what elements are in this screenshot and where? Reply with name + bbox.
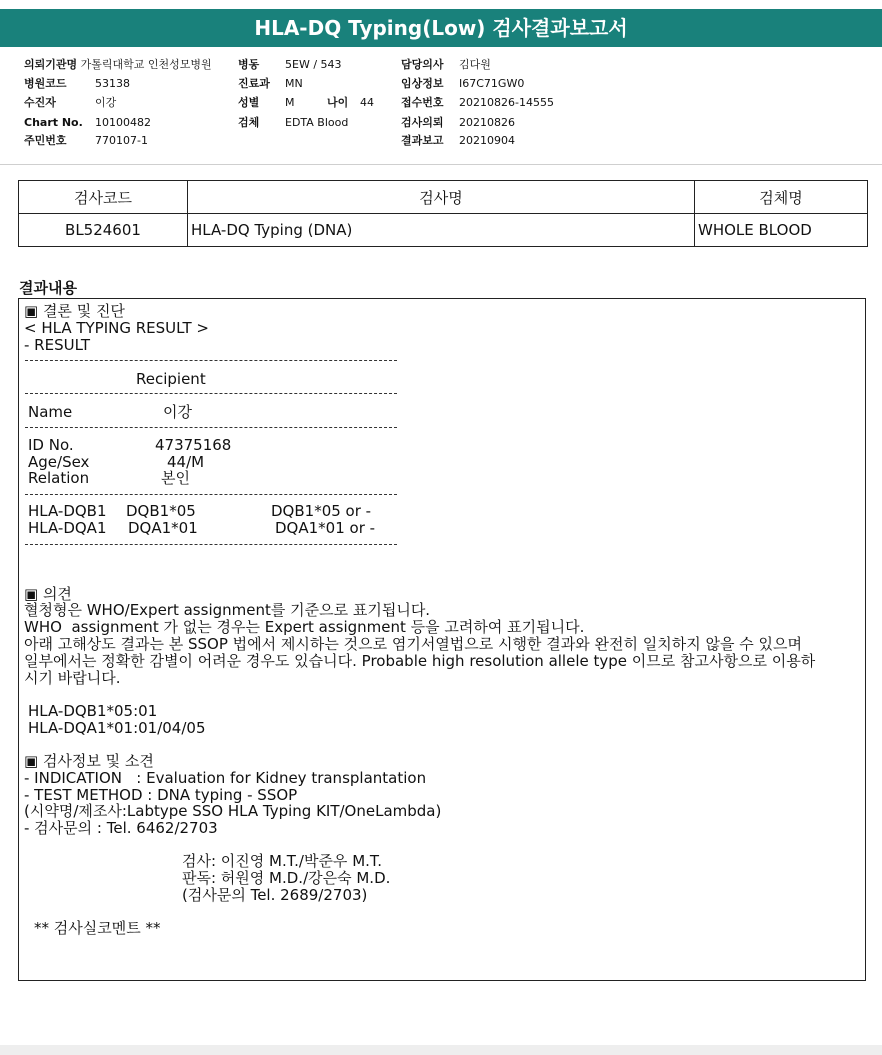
cell-specimen: WHOLE BLOOD [695,214,868,247]
test-method-line: - TEST METHOD : DNA typing - SSOP [24,786,298,804]
specimen-value: EDTA Blood [285,116,349,129]
reported-label: 결과보고 [401,134,444,147]
col-header-code: 검사코드 [19,181,188,214]
opinion-line-3: 아래 고해상도 결과는 본 SSOP 법에서 제시하는 것으로 염기서열법으로 시행한 결과와 완전히 일치하지 않을 수 있으며 [24,635,802,653]
institution-label: 의뢰기관명 [24,58,78,71]
opinion-heading: ▣ 의견 [24,585,72,603]
ward-label: 병동 [238,58,260,71]
id-value: 47375168 [155,436,232,454]
result-heading: - RESULT [24,336,91,354]
recipient-label: Recipient [136,370,206,388]
chart-no-label: Chart No. [24,116,83,129]
opinion-line-5: 시기 바랍니다. [24,669,121,687]
clinical-info-value: I67C71GW0 [459,77,525,90]
test-table [18,180,868,247]
col-header-specimen: 검체명 [695,181,868,214]
resident-no-value: 770107-1 [95,134,148,147]
id-label: ID No. [28,436,74,454]
agesex-label: Age/Sex [28,453,90,471]
reagent-line: (시약명/제조사:Labtype SSO HLA Typing KIT/OneLambda) [24,802,442,820]
requested-value: 20210826 [459,116,515,129]
age-value: 44 [360,96,374,109]
conclusion-heading: ▣ 결론 및 진단 [24,302,125,320]
sex-label: 성별 [238,96,260,109]
indication-line: - INDICATION : Evaluation for Kidney transplantation [24,769,427,787]
clinical-info-label: 임상정보 [401,77,444,90]
age-label: 나이 [327,96,349,109]
result-section-title: 결과내용 [19,279,77,297]
doctor-label: 담당의사 [401,58,444,71]
dqa1-allele-1: DQA1*01 [128,519,198,537]
specimen-label: 검체 [238,116,260,129]
lab-comment-heading: ** 검사실코멘트 ** [34,919,161,937]
patient-label: 수진자 [24,96,56,109]
reader-line: 판독: 허원영 M.D./강은숙 M.D. [182,869,391,887]
patient-value: 이강 [95,96,117,109]
hla-typing-result-heading: < HLA TYPING RESULT > [24,319,209,337]
dashed-divider [25,393,397,394]
institution-field [24,58,212,71]
chart-no-value: 10100482 [95,116,151,129]
opinion-line-4: 일부에서는 정확한 감별이 어려운 경우도 있습니다. Probable high resolution allele type 이므로 참고사항으로 이용하 [24,652,816,670]
dashed-divider [25,427,397,428]
dqb1-allele-1: DQB1*05 [126,502,196,520]
dept-label: 진료과 [238,77,270,90]
col-header-name: 검사명 [188,181,695,214]
cell-name: HLA-DQ Typing (DNA) [188,214,695,247]
table-header-row [19,181,868,214]
dqa1-allele-2: DQA1*01 or - [275,519,376,537]
hospital-code-value: 53138 [95,77,130,90]
hospital-code-label: 병원코드 [24,77,67,90]
result-box [18,298,866,981]
receipt-no-label: 접수번호 [401,96,444,109]
cell-code: BL524601 [19,214,188,247]
opinion-line-1: 혈청형은 WHO/Expert assignment를 기준으로 표기됩니다. [24,601,431,619]
high-res-dqb1: HLA-DQB1*05:01 [28,702,158,720]
name-value: 이강 [163,403,192,421]
high-res-dqa1: HLA-DQA1*01:01/04/05 [28,719,206,737]
ward-value: 5EW / 543 [285,58,342,71]
report-title: HLA-DQ Typing(Low) 검사결과보고서 [0,9,882,47]
header-divider [0,164,882,165]
dashed-divider [25,494,397,495]
dqb1-locus: HLA-DQB1 [28,502,107,520]
doctor-value: 김다원 [459,58,491,71]
inquiry-line: - 검사문의 : Tel. 6462/2703 [24,819,218,837]
inquiry-tel-line: (검사문의 Tel. 2689/2703) [182,886,368,904]
dqb1-allele-2: DQB1*05 or - [271,502,372,520]
test-info-heading: ▣ 검사정보 및 소견 [24,752,154,770]
dqa1-locus: HLA-DQA1 [28,519,107,537]
name-label: Name [28,403,73,421]
opinion-line-2: WHO assignment 가 없는 경우는 Expert assignment 등을 고려하여 표기됩니다. [24,618,585,636]
sex-value: M [285,96,295,109]
requested-label: 검사의뢰 [401,116,444,129]
relation-label: Relation [28,469,90,487]
resident-no-label: 주민번호 [24,134,67,147]
examiner-line: 검사: 이진영 M.T./박준우 M.T. [182,852,383,870]
agesex-value: 44/M [167,453,205,471]
relation-value: 본인 [161,469,190,487]
institution-value: 가톨릭대학교 인천성모병원 [80,58,212,71]
dept-value: MN [285,77,303,90]
bottom-bar [0,1045,882,1055]
dashed-divider [25,544,397,545]
table-row [19,214,868,247]
reported-value: 20210904 [459,134,515,147]
dashed-divider [25,360,397,361]
receipt-no-value: 20210826-14555 [459,96,554,109]
